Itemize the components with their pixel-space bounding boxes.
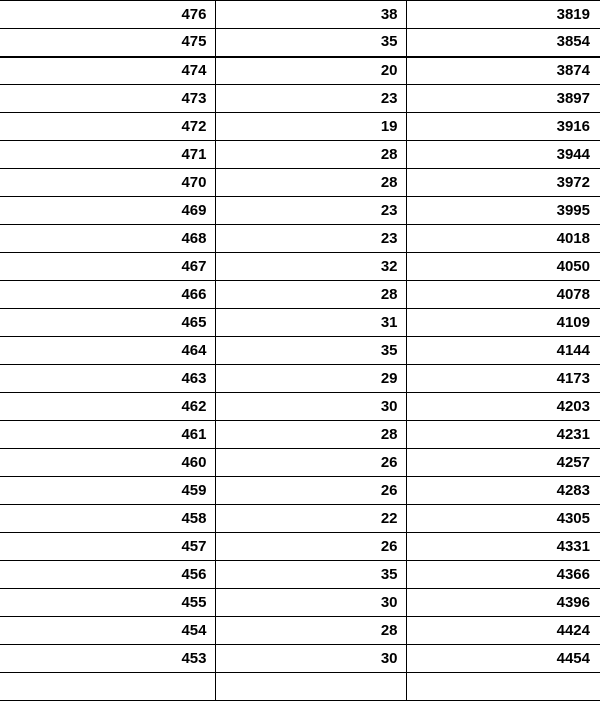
cell-cumulative: 3972	[406, 169, 600, 197]
cell-count: 38	[215, 1, 406, 29]
cell-score: 457	[0, 533, 215, 561]
table-row	[0, 617, 600, 645]
cell-cumulative: 4078	[406, 281, 600, 309]
cell-count: 29	[215, 365, 406, 393]
cell-cumulative: 3819	[406, 1, 600, 29]
cell-count: 30	[215, 589, 406, 617]
cell-cumulative: 4231	[406, 421, 600, 449]
cell-count: 28	[215, 141, 406, 169]
cell-cumulative: 4050	[406, 253, 600, 281]
cell-score: 469	[0, 197, 215, 225]
cell-cumulative: 4305	[406, 505, 600, 533]
cell-score: 476	[0, 1, 215, 29]
table-row	[0, 505, 600, 533]
cell-score: 473	[0, 85, 215, 113]
cell-count: 26	[215, 533, 406, 561]
cell-score: 456	[0, 561, 215, 589]
cell-score: 460	[0, 449, 215, 477]
table-row	[0, 281, 600, 309]
cell-cumulative: 4331	[406, 533, 600, 561]
cell-count: 28	[215, 169, 406, 197]
cell-count: 28	[215, 617, 406, 645]
cell-cumulative: 4366	[406, 561, 600, 589]
cell-count: 32	[215, 253, 406, 281]
cell-score: 471	[0, 141, 215, 169]
table-row	[0, 673, 600, 701]
cell-count: 28	[215, 281, 406, 309]
cell-cumulative: 4424	[406, 617, 600, 645]
table-row	[0, 589, 600, 617]
cell-score: 458	[0, 505, 215, 533]
table-row	[0, 197, 600, 225]
cell-cumulative: 4109	[406, 309, 600, 337]
cell-score: 470	[0, 169, 215, 197]
cell-cumulative: 4018	[406, 225, 600, 253]
table-row	[0, 421, 600, 449]
cell-cumulative: 3874	[406, 57, 600, 85]
cell-count: 23	[215, 225, 406, 253]
cell-score: 463	[0, 365, 215, 393]
table-row	[0, 449, 600, 477]
cell-score: 464	[0, 337, 215, 365]
table-row	[0, 85, 600, 113]
cell-score: 467	[0, 253, 215, 281]
cell-score: 475	[0, 29, 215, 57]
cell-count: 28	[215, 421, 406, 449]
table-row	[0, 169, 600, 197]
cell-score: 465	[0, 309, 215, 337]
cell-score: 453	[0, 645, 215, 673]
cell-count: 26	[215, 449, 406, 477]
table-row	[0, 533, 600, 561]
cell-cumulative	[406, 673, 600, 701]
cell-cumulative: 4454	[406, 645, 600, 673]
cell-cumulative: 3897	[406, 85, 600, 113]
table-row	[0, 337, 600, 365]
cell-cumulative: 4144	[406, 337, 600, 365]
cell-count: 30	[215, 645, 406, 673]
cell-cumulative: 4257	[406, 449, 600, 477]
cell-count: 22	[215, 505, 406, 533]
cell-cumulative: 4173	[406, 365, 600, 393]
table-row	[0, 477, 600, 505]
table-row	[0, 57, 600, 85]
cell-count: 23	[215, 85, 406, 113]
cell-score: 474	[0, 57, 215, 85]
cell-count: 31	[215, 309, 406, 337]
cell-cumulative: 3944	[406, 141, 600, 169]
cell-cumulative: 3916	[406, 113, 600, 141]
table-row	[0, 225, 600, 253]
cell-score: 454	[0, 617, 215, 645]
cell-score: 472	[0, 113, 215, 141]
cell-cumulative: 3995	[406, 197, 600, 225]
cell-count: 26	[215, 477, 406, 505]
table-row	[0, 645, 600, 673]
cell-count: 19	[215, 113, 406, 141]
cell-score: 461	[0, 421, 215, 449]
table-row	[0, 141, 600, 169]
cell-cumulative: 3854	[406, 29, 600, 57]
table-row	[0, 561, 600, 589]
cell-cumulative: 4283	[406, 477, 600, 505]
cell-count: 23	[215, 197, 406, 225]
cell-score: 466	[0, 281, 215, 309]
table-row	[0, 1, 600, 29]
table-row	[0, 253, 600, 281]
cell-cumulative: 4396	[406, 589, 600, 617]
table-row	[0, 29, 600, 57]
cell-score	[0, 673, 215, 701]
table-row	[0, 393, 600, 421]
cell-count: 30	[215, 393, 406, 421]
cell-count: 20	[215, 57, 406, 85]
cell-cumulative: 4203	[406, 393, 600, 421]
table-row	[0, 365, 600, 393]
cell-count: 35	[215, 561, 406, 589]
table-row	[0, 113, 600, 141]
cell-count	[215, 673, 406, 701]
cell-count: 35	[215, 337, 406, 365]
cell-score: 462	[0, 393, 215, 421]
table-row	[0, 309, 600, 337]
cell-count: 35	[215, 29, 406, 57]
cell-score: 455	[0, 589, 215, 617]
cell-score: 468	[0, 225, 215, 253]
table-body	[0, 1, 600, 701]
cell-score: 459	[0, 477, 215, 505]
